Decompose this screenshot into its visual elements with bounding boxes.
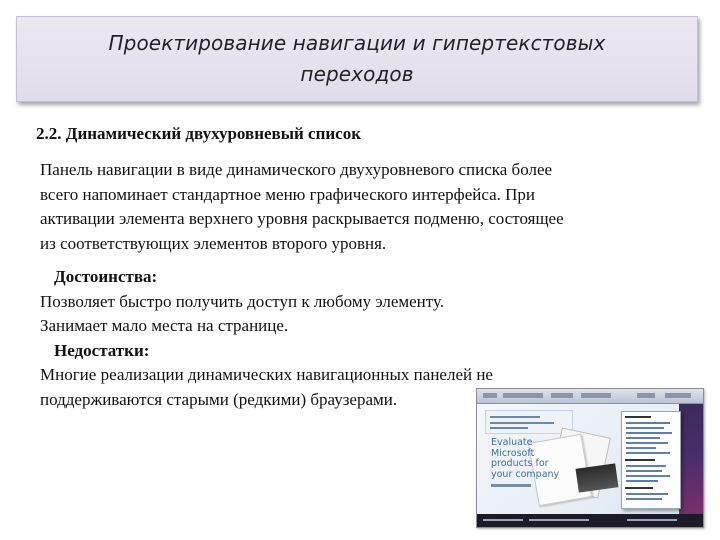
paragraph-line: всего напоминает стандартное меню графического интерфейса. При [40, 184, 536, 204]
website-screenshot-image [476, 388, 704, 528]
disadvantages-heading: Недостатки: [54, 340, 150, 360]
browser-status-bar [477, 514, 703, 527]
dropdown-submenu [621, 411, 681, 509]
slide-title-box [16, 16, 698, 102]
description-paragraph [40, 158, 680, 256]
webpage-header [485, 410, 573, 434]
disadvantage-item: поддерживаются старыми (редкими) браузерами. [40, 389, 398, 409]
webpage-link [491, 484, 531, 487]
paragraph-line: активации элемента верхнего уровня раскрывается подменю, состоящее [40, 209, 564, 228]
paragraph-line: из соответствующих элементов второго уровня. [40, 233, 387, 253]
advantages-heading: Достоинства: [54, 267, 158, 286]
laptop-graphic [576, 463, 619, 492]
slide-title-line-1: Проектирование навигации и гипертекстовых [108, 31, 606, 55]
slide-title-line-2: переходов [300, 62, 414, 86]
advantage-item: Занимает мало места на странице. [40, 316, 289, 335]
disadvantage-item: Многие реализации динамических навигационных панелей не [40, 365, 493, 384]
webpage-headline: Evaluate Microsoft products for your company [491, 437, 560, 480]
advantage-item: Позволяет быстро получить доступ к любому элементу. [40, 291, 445, 311]
section-heading: 2.2. Динамический двухуровневый список [36, 124, 362, 143]
webpage-side-banner [679, 404, 703, 514]
browser-toolbar [477, 389, 703, 404]
paragraph-line: Панель навигации в виде динамического двухуровневого списка более [40, 160, 553, 179]
